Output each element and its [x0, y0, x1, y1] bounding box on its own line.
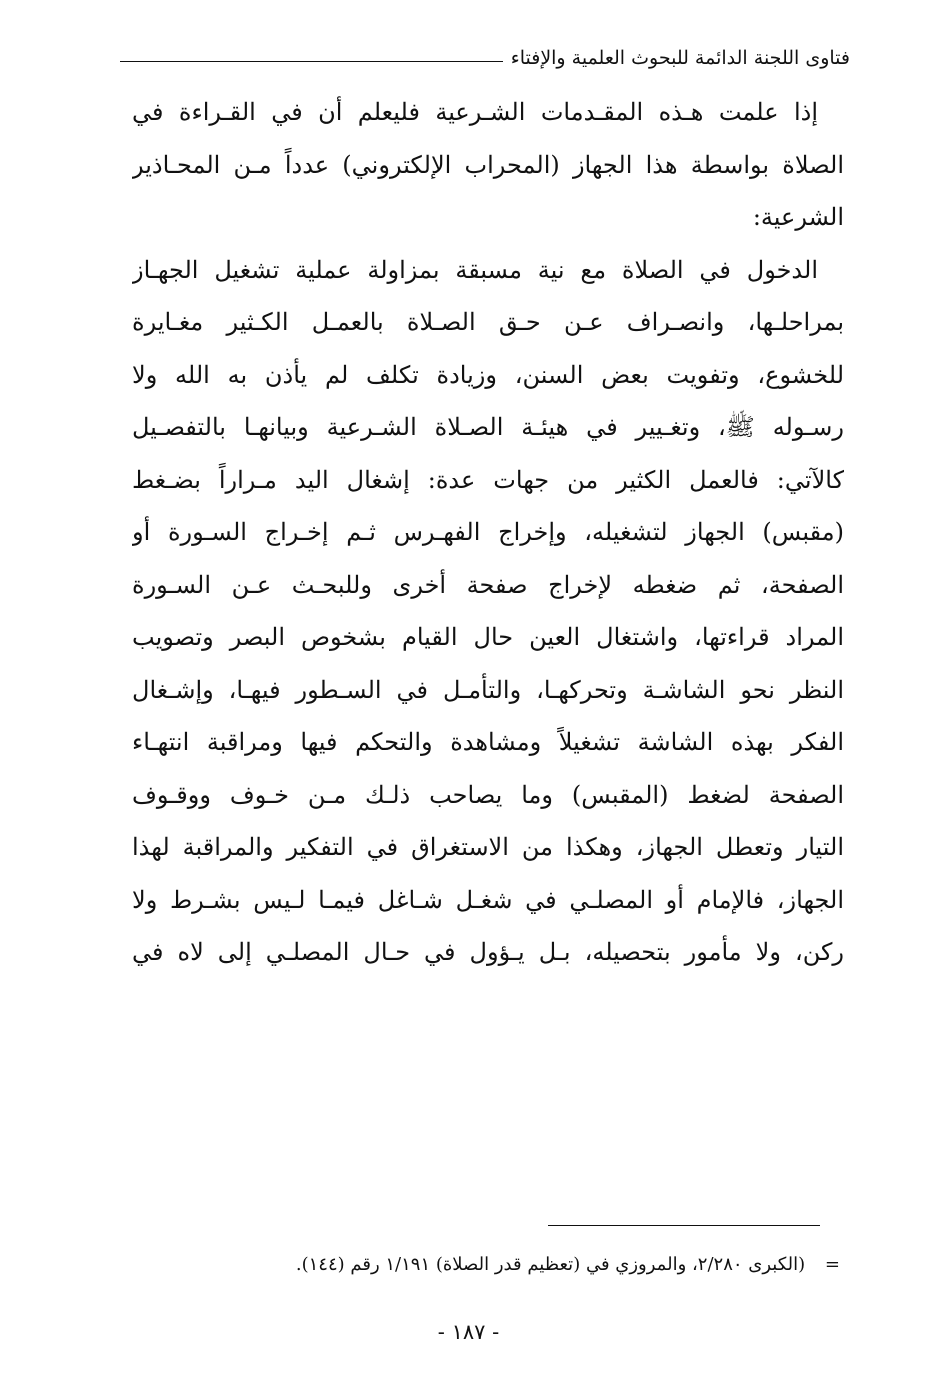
text-line: الجهاز، فالإمام أو المصلـي في شغـل شـاغل فيمـا لـيس بشـرط ولا [132, 885, 844, 914]
page-number: - ١٨٧ - [437, 1320, 500, 1344]
text-line: الصفحة لضغط (المقبس) وما يصاحب ذلـك مـن خـوف ووقـوف [132, 780, 844, 809]
text-line: رسـوله ﷺ، وتغـيير في هيئـة الصـلاة الشـرعية وبيانهـا بالتفصـيل [132, 413, 844, 441]
body-text [132, 86, 844, 979]
footnote [140, 1250, 840, 1280]
header-title: فتاوى اللجنة الدائمة للبحوث العلمية والإفتاء [510, 47, 850, 69]
text-line: كالآتي: فالعمل الكثير من جهات عدة: إشغال اليد مـراراً بضـغط [132, 465, 844, 494]
text-line: المراد قراءتها، واشتغال العين حال القيام بشخوص البصر وتصويب [132, 623, 844, 651]
text-line: الصلاة بواسطة هذا الجهاز (المحراب الإلكتروني) عدداً مـن المحـاذير [132, 150, 844, 179]
footnote-marker: = [824, 1254, 840, 1275]
text-line: إذا علمت هـذه المقـدمات الشـرعية فليعلم أن في القـراءة في [132, 98, 818, 126]
footnote-separator [548, 1225, 820, 1226]
text-line: (مقبس) الجهاز لتشغيله، وإخراج الفهـرس ثـم إخـراج السـورة أو [132, 518, 844, 546]
text-line: ركن، ولا مأمور بتحصيله، بـل يـؤول في حـال المصلـي إلى لاه في [132, 938, 844, 966]
running-header [120, 38, 850, 78]
text-line: الفكر بهذه الشاشة تشغيلاً ومشاهدة والتحكم فيها ومراقبة انتهـاء [132, 728, 844, 756]
text-line: الشرعية: [752, 203, 844, 231]
footnote-text: (الكبرى ٢/٢٨٠، والمروزي في (تعظيم قدر الصلاة) ١/١٩١ رقم (١٤٤). [295, 1254, 806, 1275]
text-line: الصفحة، ثم ضغطه لإخراج صفحة أخرى وللبحـث عـن السـورة [132, 570, 844, 599]
text-line: الدخول في الصلاة مع نية مسبقة بمزاولة عملية تشغيل الجهـاز [132, 255, 818, 284]
header-rule [120, 61, 503, 62]
text-line: بمراحلـها، وانصـراف عـن حـق الصـلاة بالعمـل الكـثير مغـايرة [132, 308, 844, 336]
text-line: النظر نحو الشاشـة وتحركهـا، والتأمـل في السـطور فيهـا، وإشـغال [132, 675, 844, 704]
text-line: للخشوع، وتفويت بعض السنن، وزيادة تكلف لم يأذن به الله ولا [132, 360, 844, 389]
text-line: التيار وتعطل الجهاز، وهكذا من الاستغراق في التفكير والمراقبة لهذا [132, 833, 844, 861]
